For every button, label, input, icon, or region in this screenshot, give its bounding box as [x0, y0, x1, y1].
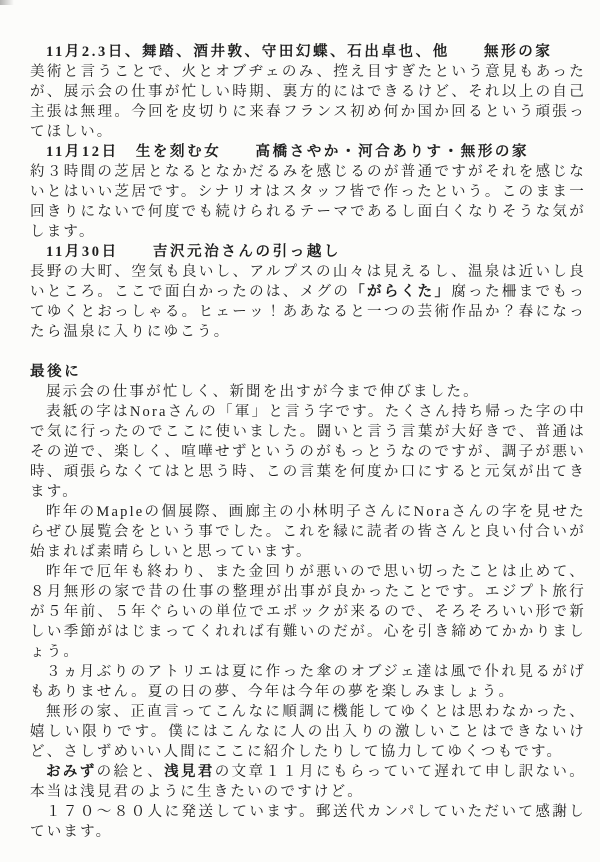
diary-entry-nov-12 [30, 142, 586, 242]
closing-text-bold: 浅見君 [164, 764, 215, 780]
closing-text: の絵と、 [96, 764, 165, 780]
entry-body: 美術と言うことで、火とオブヂェのみ、控え目すぎたという意見もあったが、展示会の仕事が忙しい時期、裏方的にはできるけど、それ以上の自己主張は無理。今回を皮切りに来春フランス初め何か国か回るという頑張ってほしい。 [30, 64, 586, 140]
closing-paragraph: 無形の家、正直言ってこんなに順調に機能してゆくとは思わなかった、嬉しい限りです。僕にはこんなに人の出入りの激しいことはできないけど、さしずめいい人間にここに紹介したりして協力してゆくつもです。 [30, 704, 586, 760]
entry-body [30, 262, 586, 342]
closing-text-bold: おみず [45, 764, 97, 780]
body-text-bold: 「がらくた」 [350, 284, 452, 300]
closing-paragraph: １７０～８０人に発送しています。郵送代カンパしていただいて感謝しています。 [30, 804, 586, 840]
entry-heading: 11月12日 生を刻む女 高橋さやか・河合ありす・無形の家 [45, 144, 530, 160]
closing-heading: 最後に [30, 364, 82, 380]
entry-heading: 11月30日 吉沢元治さんの引っ越し [45, 244, 342, 260]
body-text: 腐った柵までもってゆくとおっしゃる。ヒェーッ！ああなると一つの芸術作品か？春になったら温泉に入りにゆこう。 [30, 284, 586, 340]
closing-paragraph: 昨年のMapleの個展際、画廊主の小林明子さんにNoraさんの字を見せたらぜひ展覧会をという事でした。これを縁に読者の皆さんと良い付合いが始まれば素晴らしいと思っています。 [30, 504, 586, 560]
closing-paragraph: 展示会の仕事が忙しく、新聞を出すが今まで伸びました。 [45, 384, 480, 400]
closing-paragraph: ３ヵ月ぶりのアトリエは夏に作った傘のオブジェ達は風で仆れ見るがげもありません。夏の日の夢、今年は今年の夢を楽しみましょう。 [30, 664, 586, 700]
closing-text: の文章１１月にもらっていて遅れて申し訳ない。本当は浅見君のように生きたいのですけど。 [30, 764, 586, 800]
diary-entry-nov-2-3 [30, 42, 586, 142]
entry-heading: 11月2.3日、舞踏、酒井敦、守田幻蝶、石出卓也、他 無形の家 [45, 44, 553, 60]
scan-edge-artifact [0, 0, 14, 5]
closing-paragraph: 表紙の字はNoraさんの「軍」と言う字です。たくさん持ち帰った字の中で気に行ったのでここに使いました。闘いと言う言葉が大好きで、普通はその逆で、楽しく、喧嘩せずというのがもっとうなのですが、調子が悪い時、頑張らなくてはと思う時、この言葉を何度か口にすると元気が出てきます。 [30, 404, 586, 500]
body-text: 長野の大町、空気も良いし、アルプスの山々は見えるし、温泉は近いし良いところ。ここで面白かったのは、メグの [30, 264, 586, 300]
closing-paragraph [30, 762, 586, 802]
closing-section [30, 362, 586, 842]
entry-body: 約３時間の芝居となるとなかだるみを感じるのが普通ですがそれを感じないとはいい芝居です。シナリオはスタッフ皆で作ったという。このまま一回きりにないで何度でも続けられるテーマであるし面白くなりそうな気がします。 [30, 164, 586, 240]
diary-entry-nov-30 [30, 242, 586, 342]
closing-paragraph: 昨年で厄年も終わり、また金回りが悪いので思い切ったことは止めて、８月無形の家で昔の仕事の整理が出事が良かったことです。エジプト旅行が５年前、５年ぐらいの単位でエポックが来るので、そろそろいい形で新しい季節がはじまってくれれば有難いのだが。心を引き締めてかかりましょう。 [30, 564, 586, 660]
